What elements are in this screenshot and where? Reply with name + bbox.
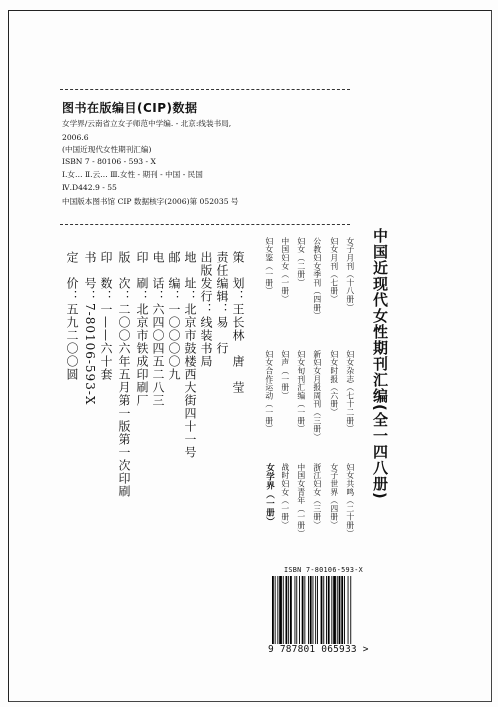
barcode-bar [288, 576, 289, 644]
postcode-value: 一〇〇〇〇九 [167, 303, 181, 381]
cip-line-6: Ⅳ.D442.9 - 55 [62, 183, 117, 192]
magazine-item: 公教妇女季刊（四册） [312, 237, 322, 320]
cip-line-7: 中国版本图书馆 CIP 数据核字(2006)第 052035 号 [62, 197, 239, 206]
magazine-item: 妇女旬刊汇编（一册） [296, 350, 306, 433]
imprint-phone [152, 251, 164, 407]
magazine-item: 女子月刊（十八册） [345, 237, 355, 312]
postcode-label: 邮 编： [167, 251, 181, 303]
barcode-bar [275, 576, 276, 644]
barcode-isbn-label: ISBN 7-80106-593-X [284, 566, 364, 574]
magazine-item: 中国女青年（一册） [296, 463, 306, 538]
edition-label: 版 次： [117, 251, 131, 303]
series-title: 中国近现代女性期刊汇编(全一四八册) [371, 228, 389, 500]
cip-line-2: 2006.6 [62, 133, 89, 142]
magazine-item: 妇女（二册） [296, 237, 306, 287]
barcode-bar [310, 576, 312, 644]
isbn-value: 7-80106-593-X [83, 303, 97, 406]
barcode-bar [313, 576, 314, 644]
planner-value: 王长林 唐 莹 [231, 303, 245, 394]
barcode-bar [283, 576, 284, 644]
imprint-address [184, 251, 196, 459]
phone-label: 电 话： [151, 251, 165, 303]
magazine-item: 妇女合作运动（一册） [264, 350, 274, 433]
barcode-bar [323, 576, 324, 644]
magazine-item: 新妇女月报周刊（三册） [312, 350, 322, 442]
print-run-label: 印 数： [99, 251, 113, 303]
barcode-bar [333, 576, 336, 644]
imprint-price [66, 251, 78, 381]
magazine-item: 中国妇女（一册） [280, 237, 290, 304]
barcode-digits: 9 787801 065933 > [268, 644, 369, 655]
barcode-bar [308, 576, 309, 644]
magazine-item: 女学界（一册） [264, 463, 275, 526]
barcode-bar [296, 576, 297, 644]
barcode-bar [315, 576, 316, 644]
barcode-bar [295, 576, 296, 644]
imprint-planner [232, 251, 244, 394]
barcode-bar [328, 576, 330, 644]
publisher-label: 出版发行： [199, 251, 213, 316]
barcode-bar [339, 576, 341, 644]
imprint-printer [136, 251, 148, 407]
cip-line-3: (中国近现代女性期刊汇编) [62, 145, 152, 154]
print-run-value: 一——六十套 [99, 303, 113, 381]
editor-value: 易 行 [215, 316, 229, 355]
barcode-bar [279, 576, 282, 644]
printer-label: 印 刷： [135, 251, 149, 303]
cip-line-5: Ⅰ.女… Ⅱ.云… Ⅲ.女性 - 期刊 - 中国 - 民国 [62, 170, 203, 179]
barcode-bar [317, 576, 318, 644]
imprint-postcode [168, 251, 180, 381]
editor-label: 责任编辑： [215, 251, 229, 316]
barcode-bar [286, 576, 288, 644]
barcode-bar [348, 576, 349, 644]
cip-line-1: 女学界/云南省立女子师范中学编. - 北京:线装书局, [62, 119, 232, 128]
magazine-item: 妇女共鸣（二十册） [345, 463, 355, 538]
barcode-bar [272, 576, 274, 644]
barcode-bar [337, 576, 338, 644]
barcode-bar [350, 576, 351, 644]
barcode-bar [304, 576, 305, 644]
magazine-item: 女子世界（四册） [329, 463, 339, 530]
edition-value: 二〇〇六年五月第一版第一次印刷 [117, 303, 131, 498]
magazine-item: 妇女杂志（七十二册） [345, 350, 355, 433]
barcode-bar [302, 576, 304, 644]
divider-top [60, 89, 350, 90]
barcode-bar [331, 576, 332, 644]
imprint-print-run [100, 251, 112, 381]
barcode-bar [299, 576, 300, 644]
address-label: 地 址： [183, 251, 197, 303]
barcode-bar [326, 576, 327, 644]
barcode-bar [290, 576, 292, 644]
magazine-item: 浙江妇女（三册） [312, 463, 322, 530]
imprint-edition [118, 251, 130, 498]
barcode-bar [321, 576, 323, 644]
phone-value: 六四〇四五二八三 [151, 303, 165, 407]
printer-value: 北京市铁成印刷厂 [135, 303, 149, 407]
barcode-bar [344, 576, 345, 644]
barcode-bar [277, 576, 278, 644]
price-value: 五九二〇〇圆 [65, 303, 79, 381]
planner-label: 策 划： [231, 251, 245, 303]
publisher-value: 线装书局 [199, 316, 213, 368]
magazine-item: 妇女时报（六册） [329, 350, 339, 417]
cip-line-4: ISBN 7 - 80106 - 593 - X [62, 157, 156, 166]
barcode-bar [341, 576, 343, 644]
divider-middle [60, 224, 350, 225]
imprint-publisher [200, 251, 212, 368]
magazine-item: 妇声（一册） [280, 350, 290, 400]
address-value: 北京市鼓楼西大街四十一号 [183, 303, 197, 459]
price-label: 定 价： [65, 251, 79, 303]
cip-title: 图书在版编目(CIP)数据 [62, 101, 198, 115]
imprint-editor [216, 251, 228, 355]
magazine-item: 妇女月刊（七册） [329, 237, 339, 304]
barcode [270, 576, 382, 644]
magazine-item: 妇女鉴（一册） [264, 237, 274, 296]
magazine-item: 战时妇女（一册） [280, 463, 290, 530]
imprint-isbn [84, 251, 96, 405]
isbn-label: 书 号： [83, 251, 97, 303]
